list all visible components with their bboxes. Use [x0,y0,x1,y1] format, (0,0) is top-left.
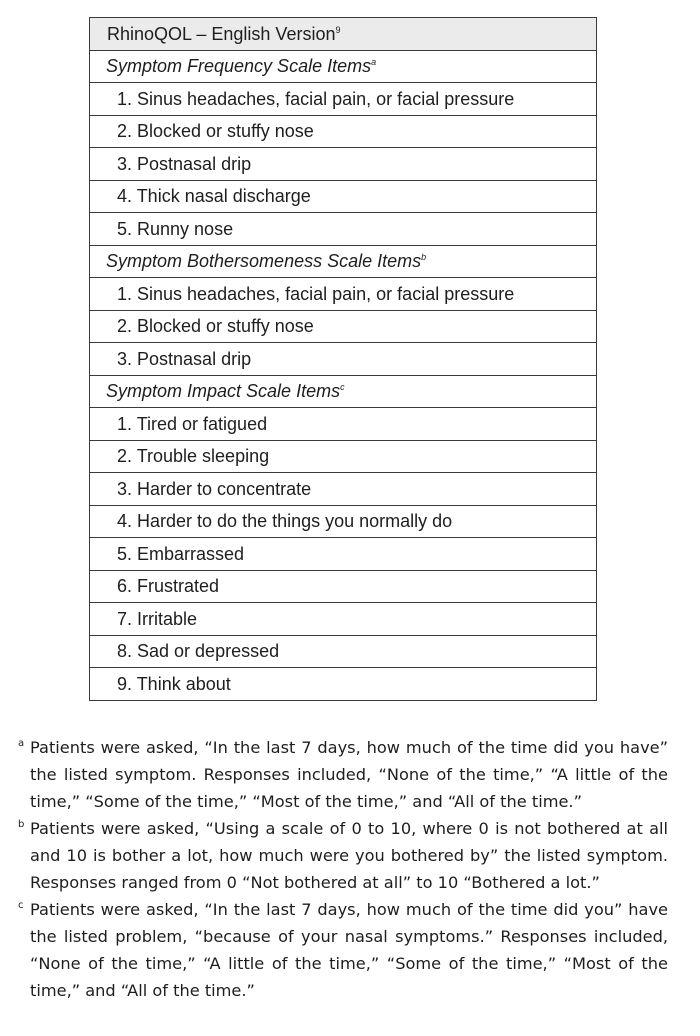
table-row [90,570,597,603]
table-title-row [90,18,597,51]
table-cell: 1. Sinus headaches, facial pain, or facial pressure [90,278,597,311]
table-title-sup: 9 [335,24,341,35]
section-heading-bothersomeness [90,245,597,278]
table-cell: 5. Embarrassed [90,538,597,571]
section-heading-impact [90,375,597,408]
footnote-text: Patients were asked, “In the last 7 days, how much of the time did you have” the listed symptom. Responses included, “None of the time,” “A little of the time,” “Some of the time,” “Most of the time,” and “All of the time.” [30,738,668,811]
footnote-c [18,896,668,1004]
footnote-mark: c [18,900,24,911]
footnote-a [18,734,668,815]
table-cell: 2. Blocked or stuffy nose [90,115,597,148]
table-cell: 9. Think about [90,668,597,701]
table-cell: 4. Harder to do the things you normally do [90,505,597,538]
table-cell: 8. Sad or depressed [90,635,597,668]
table-cell: 1. Tired or fatigued [90,408,597,441]
table-cell: 7. Irritable [90,603,597,636]
table-cell: 2. Blocked or stuffy nose [90,310,597,343]
table-row [90,148,597,181]
table-row [90,83,597,116]
footnote-b [18,815,668,896]
section-heading-frequency [90,50,597,83]
footnote-text: Patients were asked, “Using a scale of 0 to 10, where 0 is not bothered at all and 10 is bother a lot, how much were you bothered by” the listed symptom. Responses ranged from 0 “Not bothered at all” to 10 “Bothered a lot.” [30,819,668,892]
rhinoqol-table [89,17,597,701]
section-heading-cell [90,245,597,278]
table-row [90,310,597,343]
table-cell: 1. Sinus headaches, facial pain, or facial pressure [90,83,597,116]
section-heading-sup: b [421,252,427,263]
table-cell: 3. Postnasal drip [90,343,597,376]
table-row [90,538,597,571]
section-heading-text: Symptom Bothersomeness Scale Items [106,251,422,272]
footnotes [18,734,668,1004]
section-heading-cell [90,375,597,408]
table-row [90,440,597,473]
table-row [90,180,597,213]
table-title-text: RhinoQOL – English Version [107,23,336,44]
section-heading-sup: c [340,382,345,393]
table-row [90,408,597,441]
section-heading-text: Symptom Impact Scale Items [106,381,341,402]
footnote-mark: a [18,738,25,749]
table-row [90,278,597,311]
table-row [90,635,597,668]
footnote-text: Patients were asked, “In the last 7 days, how much of the time did you” have the listed problem, “because of your nasal symptoms.” Responses included, “None of the time,” “A little of the time,” “Some of the time,” “Most of the time,” and “All of the time.” [30,900,668,1000]
table-cell: 5. Runny nose [90,213,597,246]
table-title [90,18,597,51]
table-cell: 3. Harder to concentrate [90,473,597,506]
section-heading-text: Symptom Frequency Scale Items [106,56,372,77]
table-row [90,213,597,246]
section-heading-cell [90,50,597,83]
table-row [90,115,597,148]
section-heading-sup: a [371,57,377,68]
table-row [90,473,597,506]
table-cell: 2. Trouble sleeping [90,440,597,473]
table-row [90,343,597,376]
table-cell: 6. Frustrated [90,570,597,603]
table-row [90,505,597,538]
table-cell: 3. Postnasal drip [90,148,597,181]
table-cell: 4. Thick nasal discharge [90,180,597,213]
footnote-mark: b [18,819,25,830]
table-row [90,603,597,636]
table-row [90,668,597,701]
